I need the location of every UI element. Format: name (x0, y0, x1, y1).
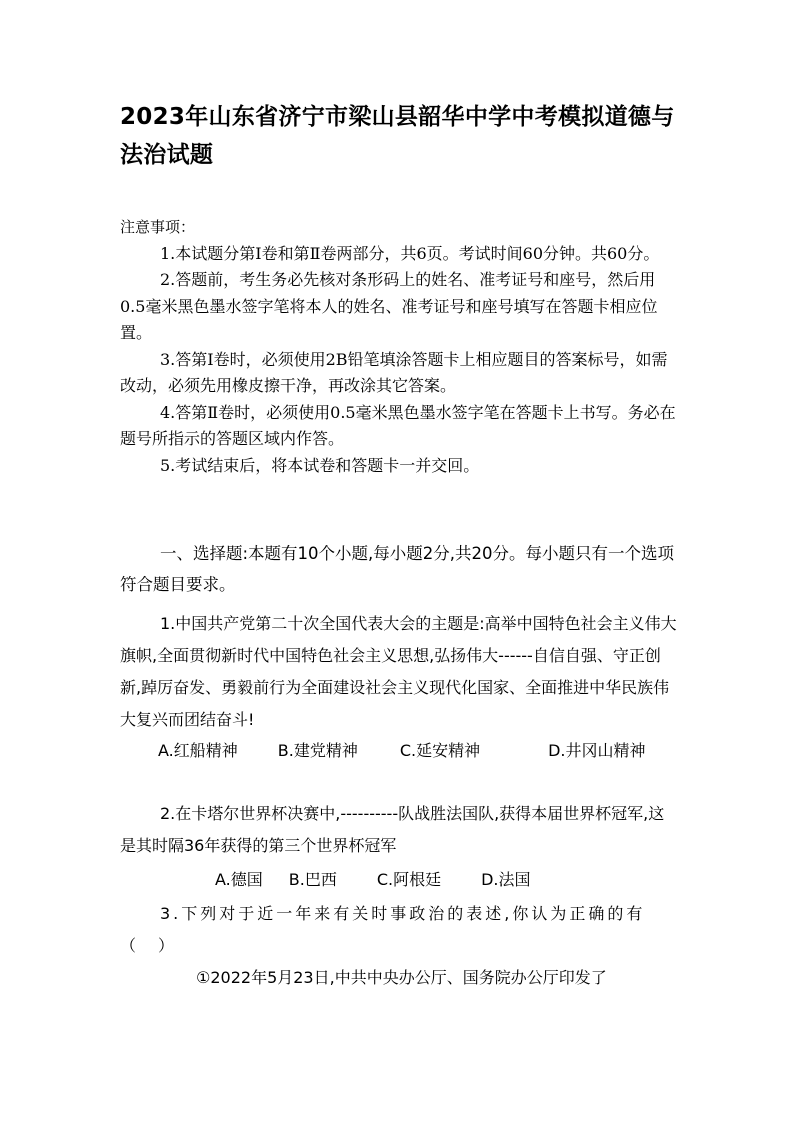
question-2-stem: 2.在卡塔尔世界杯决赛中,----------队战胜法国队,获得本届世界杯冠军,这是其时隔36年获得的第三个世界杯冠军 (120, 804, 665, 855)
note-item-4: 4.答第Ⅱ卷时，必须使用0.5毫米黑色墨水签字笔在答题卡上书写。务必在题号所指示的答题区域内作答。 (120, 402, 676, 448)
exam-notes (120, 214, 680, 479)
question-2-option-a: A.德国 (215, 870, 263, 889)
question-1-stem: 1.中国共产党第二十次全国代表大会的主题是:高举中国特色社会主义伟大旗帜,全面贯彻新时代中国特色社会主义思想,弘扬伟大------自信自强、守正创新,踔厉奋发、勇毅前行为全面建设社会主义现代化国家、全面推进中华民族伟大复兴而团结奋斗! (120, 614, 677, 729)
question-2-option-b: B.巴西 (288, 870, 337, 889)
note-item-1: 1.本试题分第Ⅰ卷和第Ⅱ卷两部分，共6页。考试时间60分钟。共60分。 (160, 243, 660, 263)
question-1-options (120, 735, 680, 767)
notes-heading: 注意事项： (120, 218, 196, 236)
question-1-option-c: C.延安精神 (399, 741, 481, 760)
question-2-option-d: D.法国 (481, 870, 531, 889)
question-1-option-a: A.红船精神 (158, 741, 238, 760)
question-2-options (120, 864, 680, 896)
note-item-2: 2.答题前，考生务必先核对条形码上的姓名、准考证号和座号，然后用0.5毫米黑色墨水签字笔将本人的姓名、准考证号和座号填写在答题卡相应位置。 (120, 270, 658, 342)
question-2-option-c: C.阿根廷 (376, 870, 442, 889)
question-3-stem: 3.下列对于近一年来有关时事政治的表述,你认为正确的有（ ） (120, 904, 646, 955)
section-one-heading: 一、选择题:本题有10个小题,每小题2分,共20分。每小题只有一个选项符合题目要求。 (120, 544, 675, 594)
note-item-3: 3.答第Ⅰ卷时，必须使用2B铅笔填涂答题卡上相应题目的答案标号，如需改动，必须先用橡皮擦干净，再改涂其它答案。 (120, 349, 668, 395)
question-1-option-d: D.井冈山精神 (548, 741, 646, 760)
question-3-item-1: ①2022年5月23日,中共中央办公厅、国务院办公厅印发了 (196, 968, 607, 987)
exam-title: 2023年山东省济宁市梁山县韶华中学中考模拟道德与法治试题 (120, 104, 675, 168)
note-item-5: 5.考试结束后，将本试卷和答题卡一并交回。 (160, 455, 480, 475)
question-1-option-b: B.建党精神 (277, 741, 358, 760)
